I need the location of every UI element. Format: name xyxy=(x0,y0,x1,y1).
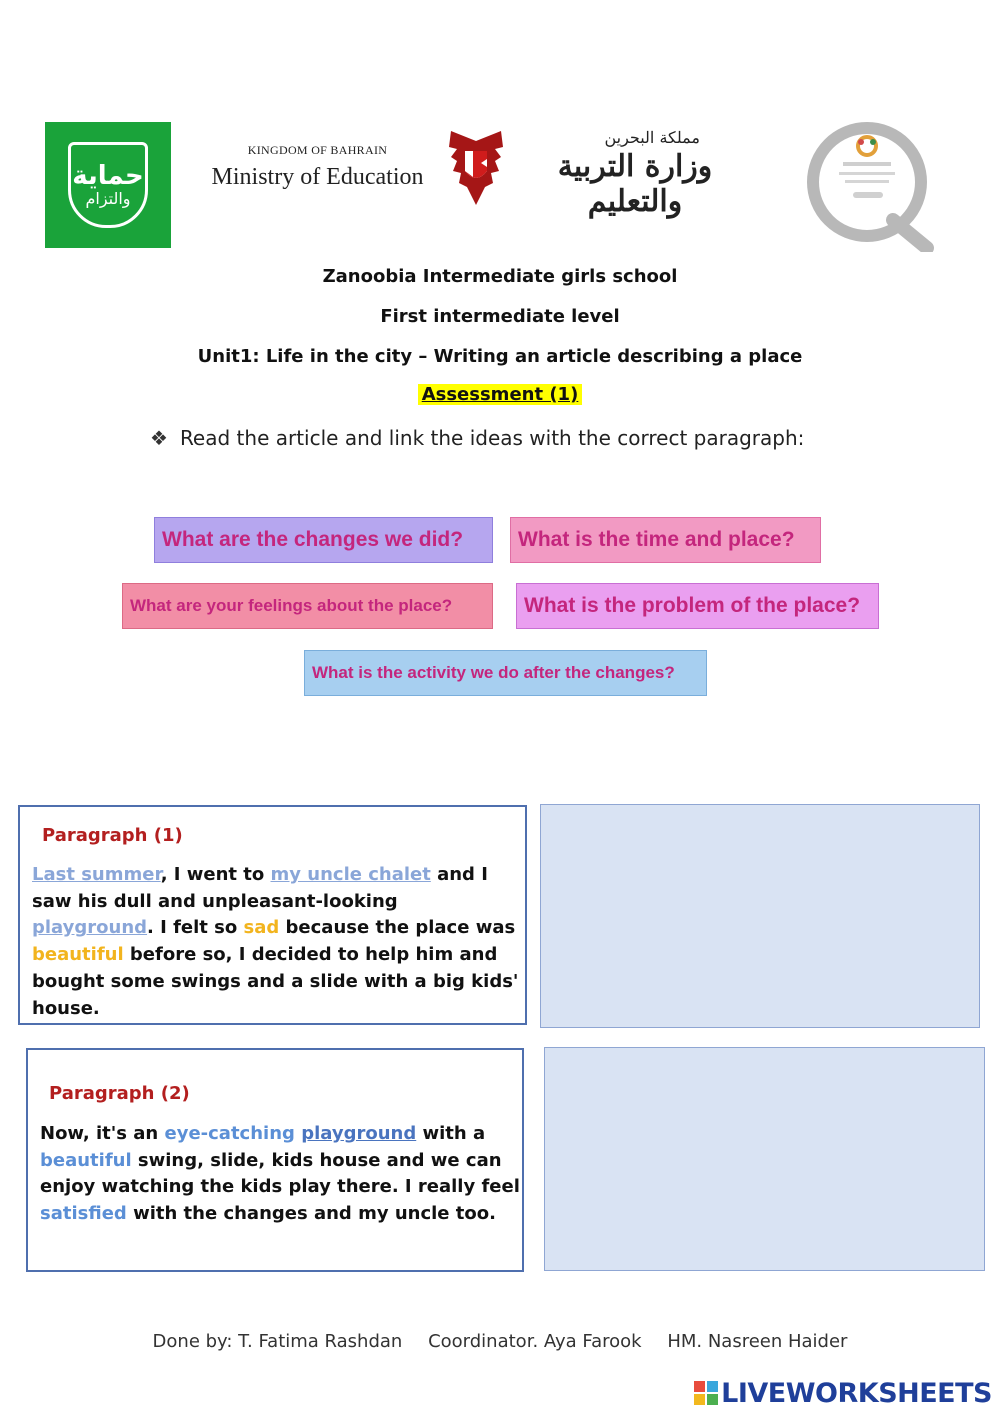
logo-text-line2: والتزام xyxy=(85,189,131,208)
p1-seg-7: sad xyxy=(243,917,280,939)
paragraph-2-text xyxy=(40,1121,520,1228)
assessment-heading-wrap xyxy=(0,384,1000,405)
unit-title: Unit1: Life in the city – Writing an article describing a place xyxy=(197,346,803,367)
p1-seg-8: because the place was xyxy=(279,917,516,939)
school-name: Zanoobia Intermediate girls school xyxy=(322,266,678,287)
himaya-logo xyxy=(45,122,171,248)
p2-seg-2: eye-catching xyxy=(164,1123,295,1144)
drop-zone-paragraph-2[interactable] xyxy=(544,1047,985,1271)
credit-done-by: Done by: T. Fatima Rashdan xyxy=(152,1331,403,1352)
p2-seg-9: with the changes and my uncle too. xyxy=(126,1203,496,1225)
liveworksheets-brand[interactable] xyxy=(694,1377,992,1409)
credit-coordinator: Coordinator. Aya Farook xyxy=(428,1331,642,1352)
kingdom-arabic: مملكة البحرين xyxy=(604,128,700,147)
ministry-english-logo xyxy=(205,143,430,191)
ministry-arabic-logo xyxy=(520,128,750,218)
idea-problem-draggable[interactable]: What is the problem of the place? xyxy=(516,583,879,629)
liveworksheets-logo-icon xyxy=(694,1381,718,1405)
assessment-heading: Assessment (1) xyxy=(418,384,583,405)
quality-q-logo-icon xyxy=(805,122,935,252)
p2-seg-1: Now, it's an xyxy=(40,1123,165,1144)
p1-seg-5: playground xyxy=(32,917,148,939)
level-label: First intermediate level xyxy=(380,306,620,327)
liveworksheets-name: LIVEWORKSHEETS xyxy=(721,1377,992,1409)
p2-seg-7: swing, slide, kids house and we can enjoy watching the kids play there. I really feel xyxy=(40,1149,520,1198)
credits-footer xyxy=(0,1331,1000,1352)
kingdom-label: KINGDOM OF BAHRAIN xyxy=(247,143,388,157)
shield-icon xyxy=(68,142,148,228)
p1-seg-1: Last summer xyxy=(32,864,161,885)
instruction-text: Read the article and link the ideas with the correct paragraph: xyxy=(179,426,805,450)
drop-zone-paragraph-1[interactable] xyxy=(540,804,980,1028)
p2-seg-6: beautiful xyxy=(40,1149,132,1171)
p1-seg-3: my uncle chalet xyxy=(270,864,431,885)
p1-seg-10: before so, I decided to help him and bought some swings and a slide with a big kids' house. xyxy=(32,944,519,1019)
p1-seg-4: and I saw his dull and unpleasant-looking xyxy=(32,864,488,912)
logo-text-line1: حماية xyxy=(72,161,144,191)
diamond-bullet-icon: ❖ xyxy=(150,426,168,450)
idea-feelings-draggable[interactable]: What are your feelings about the place? xyxy=(122,583,493,629)
paragraph-1-text xyxy=(32,862,522,1022)
instruction xyxy=(150,426,804,450)
paragraph-1-title: Paragraph (1) xyxy=(42,825,183,846)
credit-hm: HM. Nasreen Haider xyxy=(667,1331,848,1352)
p1-seg-2: , I went to xyxy=(160,864,271,885)
idea-time-place-draggable[interactable]: What is the time and place? xyxy=(510,517,821,563)
p2-seg-5: with a xyxy=(416,1123,486,1144)
ministry-arabic: وزارة التربية والتعليم xyxy=(557,149,713,219)
bahrain-emblem-icon xyxy=(445,127,507,209)
p1-seg-9: beautiful xyxy=(32,944,124,966)
p1-seg-6: . I felt so xyxy=(147,917,244,939)
p2-seg-4: playground xyxy=(301,1123,417,1144)
ministry-label: Ministry of Education xyxy=(211,164,424,190)
paragraph-1-box xyxy=(18,805,527,1025)
idea-activity-draggable[interactable]: What is the activity we do after the changes? xyxy=(304,650,707,696)
paragraph-2-box xyxy=(26,1048,524,1272)
paragraph-2-title: Paragraph (2) xyxy=(49,1083,190,1104)
idea-changes-draggable[interactable]: What are the changes we did? xyxy=(154,517,493,563)
p2-seg-8: satisfied xyxy=(40,1203,127,1225)
